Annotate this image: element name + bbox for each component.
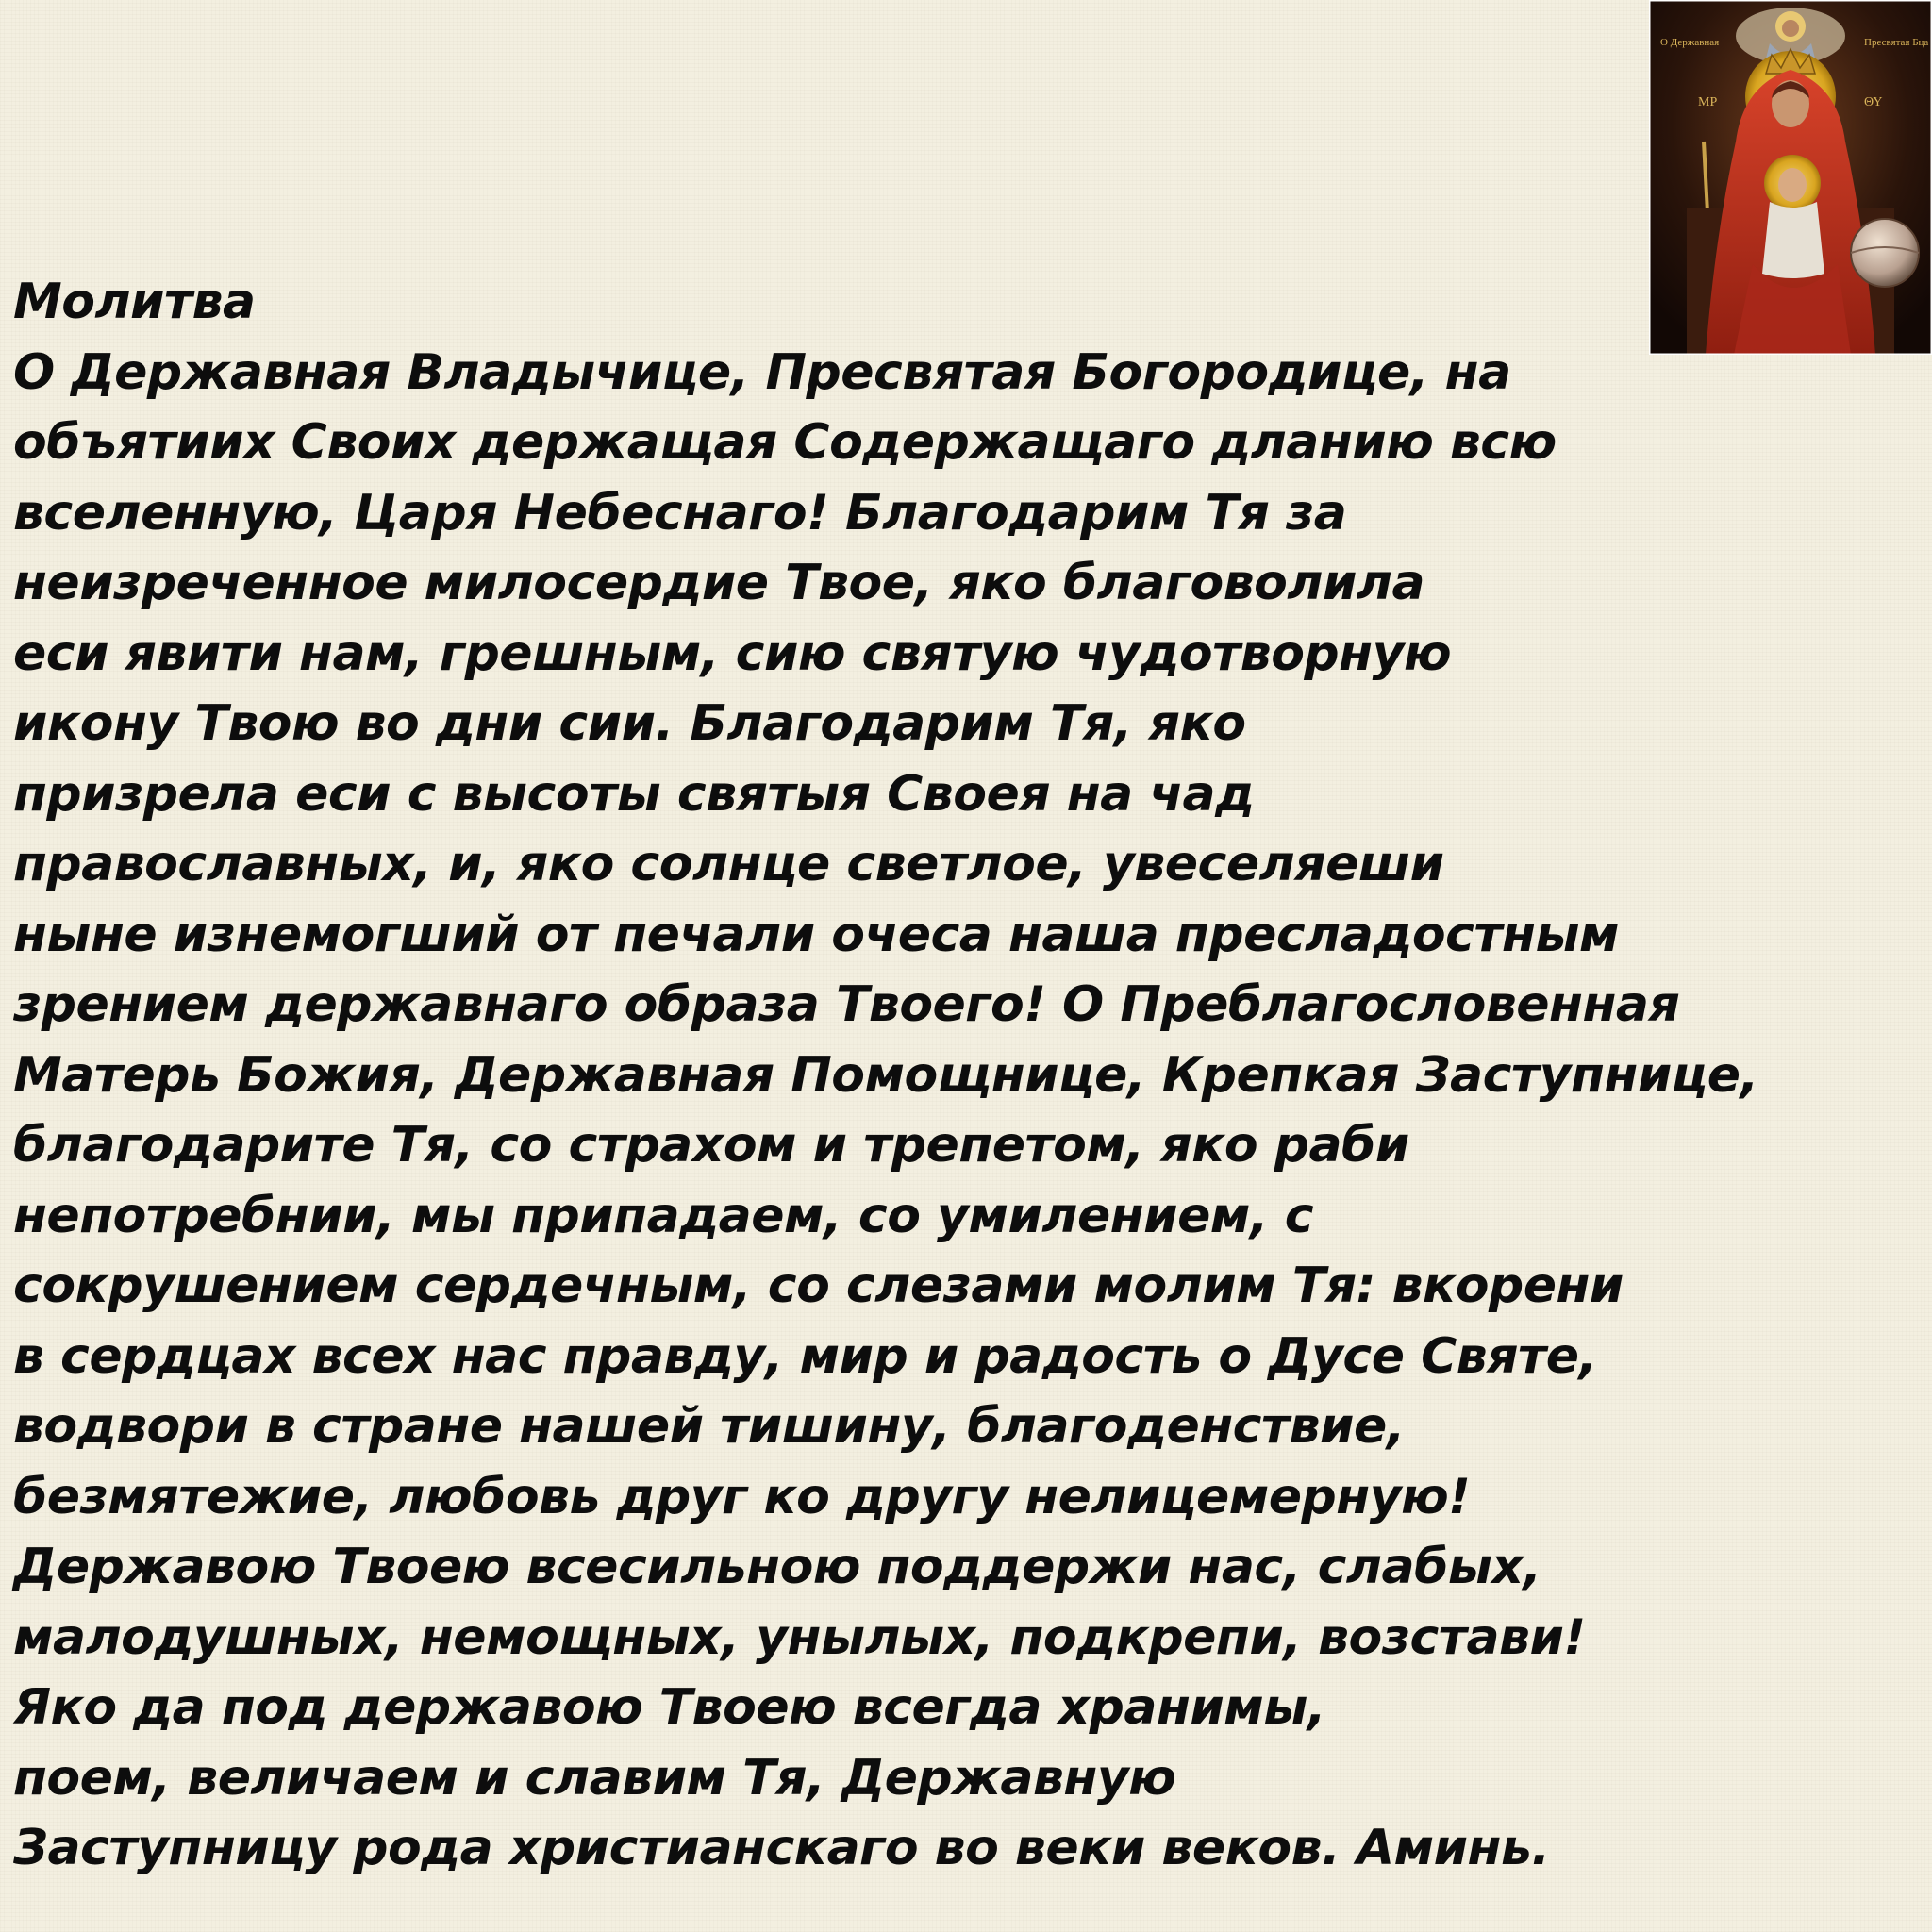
- prayer-line: призрела еси с высоты святыя Своея на чад: [13, 765, 1255, 823]
- icon-right-label: Пресвятая Бца: [1864, 37, 1929, 48]
- icon-right-monogram: ΘΥ: [1864, 95, 1883, 109]
- prayer-line: вселенную, Царя Небеснаго! Благодарим Тя за: [13, 484, 1347, 541]
- prayer-line: сокрушением сердечным, со слезами молим Тя: вкорени: [13, 1257, 1624, 1314]
- prayer-line: ныне изнемогший от печали очеса наша пресладостным: [13, 906, 1619, 963]
- prayer-line: икону Твою во дни сии. Благодарим Тя, яко: [13, 695, 1246, 752]
- prayer-line: неизреченное милосердие Твое, яко благоволила: [13, 555, 1425, 611]
- icon-left-monogram: МР: [1698, 95, 1718, 109]
- prayer-line: непотребнии, мы припадаем, со умилением, с: [13, 1187, 1314, 1244]
- prayer-text: [13, 267, 1928, 1884]
- prayer-line: водвори в стране нашей тишину, благоденствие,: [13, 1398, 1405, 1455]
- prayer-line: в сердцах всех нас правду, мир и радость о Дусе Святе,: [13, 1327, 1597, 1385]
- prayer-line: безмятежие, любовь друг ко другу нелицемерную!: [13, 1468, 1471, 1525]
- icon-left-label: О Державная: [1660, 37, 1720, 48]
- child-face: [1778, 168, 1807, 202]
- prayer-title: Молитва: [13, 274, 256, 330]
- prayer-line: Державою Твоею всесильною поддержи нас, слабых,: [13, 1539, 1541, 1595]
- prayer-line: еси явити нам, грешным, сию святую чудотворную: [13, 625, 1452, 682]
- prayer-line: поем, величаем и славим Тя, Державную: [13, 1749, 1176, 1807]
- prayer-line: Яко да под державою Твоею всегда хранимы,: [13, 1679, 1326, 1736]
- prayer-line: Матерь Божия, Державная Помощнице, Крепкая Заступнице,: [13, 1046, 1758, 1104]
- prayer-line: благодарите Тя, со страхом и трепетом, яко раби: [13, 1117, 1409, 1174]
- prayer-line: зрением державнаго образа Твоего! О Преблагословенная: [13, 976, 1680, 1033]
- prayer-line: Заступницу рода христианскаго во веки веков. Аминь.: [13, 1820, 1550, 1876]
- prayer-line: малодушных, немощных, унылых, подкрепи, возстави!: [13, 1608, 1586, 1666]
- prayer-line: О Державная Владычице, Пресвятая Богородице, на: [13, 343, 1511, 401]
- prayer-line: объятиих Своих держащая Содержащаго дланию всю: [13, 414, 1557, 471]
- prayer-line: православных, и, яко солнце светлое, увеселяеши: [13, 836, 1444, 892]
- upper-face: [1782, 20, 1799, 37]
